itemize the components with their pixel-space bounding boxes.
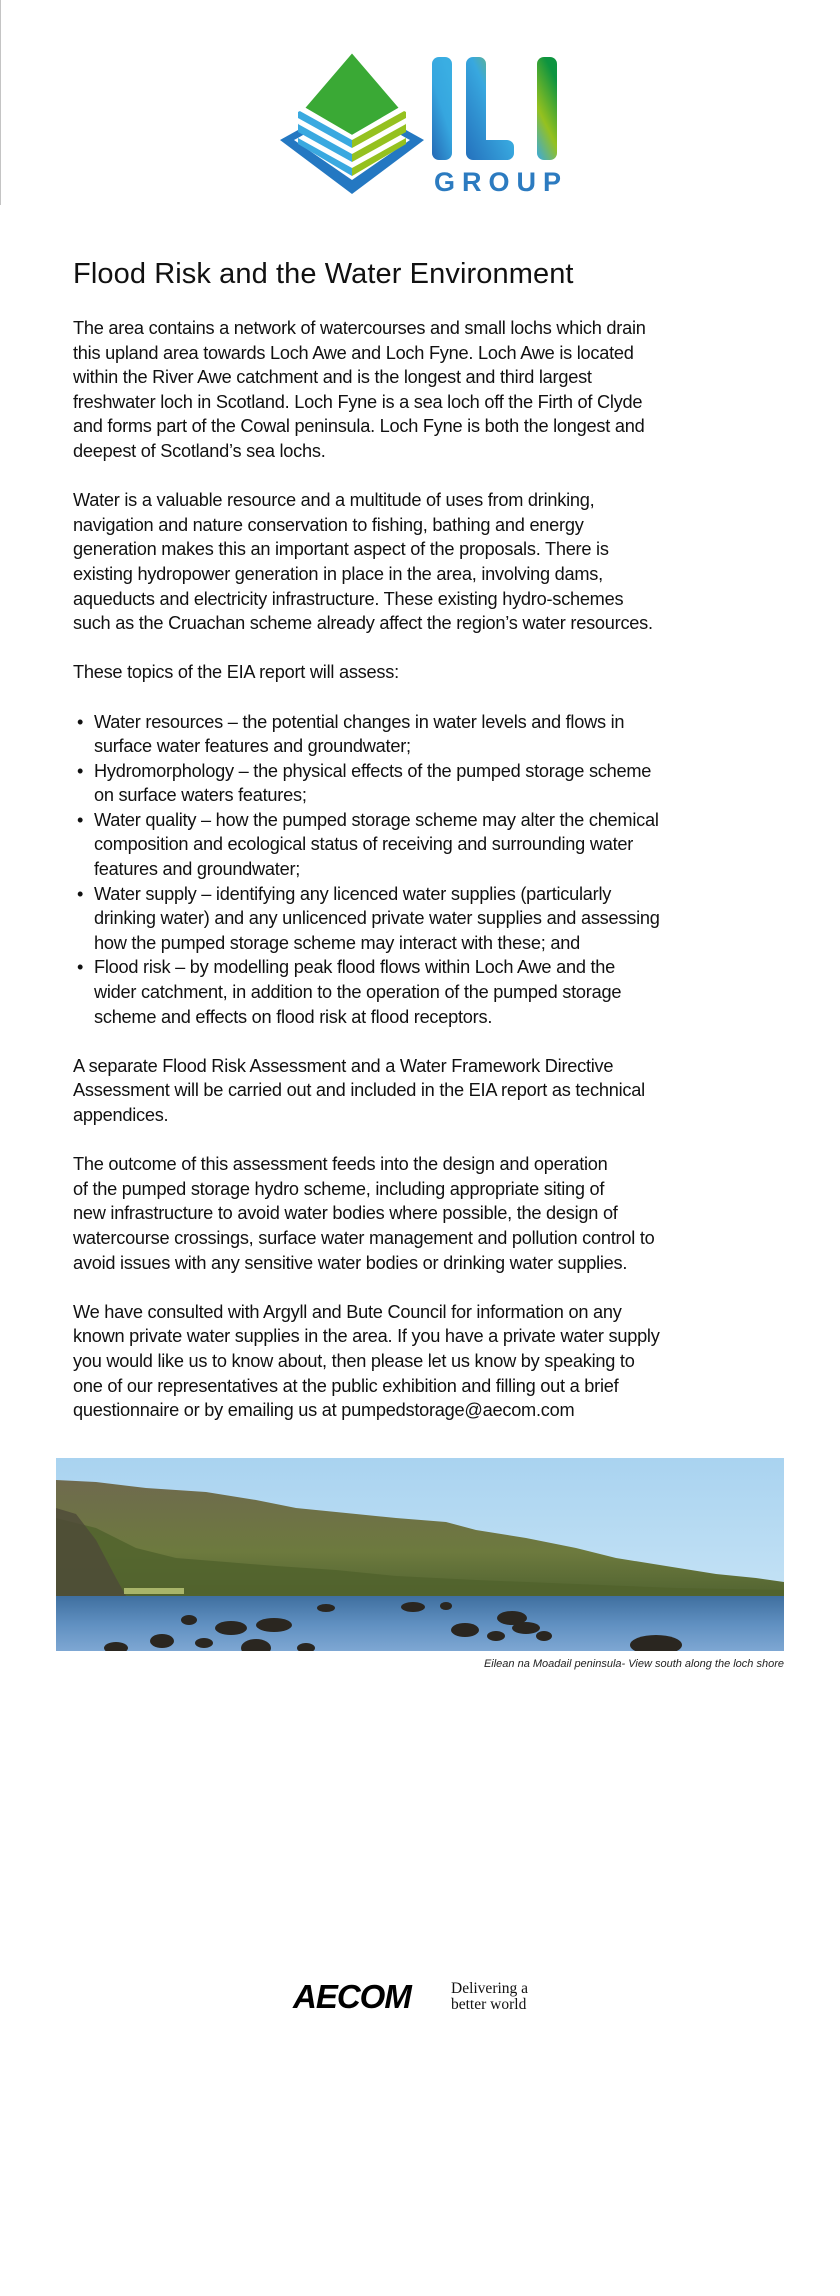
text-line: A separate Flood Risk Assessment and a Water Framework Directive (73, 1055, 614, 1076)
paragraph-outcome (73, 1152, 773, 1275)
text-line: on surface waters features; (94, 785, 307, 806)
text-line: The outcome of this assessment feeds into the design and operation (73, 1154, 608, 1175)
list-item-flood-risk (73, 955, 773, 1029)
text-line: Hydromorphology – the physical effects of the pumped storage scheme (94, 760, 652, 781)
text-line: We have consulted with Argyll and Bute Council for information on any (73, 1301, 622, 1322)
text-line: Water resources – the potential changes in water levels and flows in (94, 711, 625, 732)
list-item-hydromorphology (73, 759, 773, 808)
text-line: composition and ecological status of receiving and surrounding water (94, 834, 634, 855)
tagline-line-2: better world (451, 1996, 527, 2013)
text-line: surface water features and groundwater; (94, 736, 411, 757)
list-item-water-resources (73, 710, 773, 759)
text-line: of the pumped storage hydro scheme, including appropriate siting of (73, 1178, 605, 1199)
ili-logo-graphic (276, 48, 572, 198)
article-content (73, 256, 773, 1423)
text-line: questionnaire or by emailing us at pumpedstorage@aecom.com (73, 1400, 575, 1421)
text-line: Water is a valuable resource and a multitude of uses from drinking, (73, 490, 595, 511)
page-title: Flood Risk and the Water Environment (73, 258, 574, 290)
text-line: existing hydropower generation in place in the area, involving dams, (73, 563, 603, 584)
text-line: aqueducts and electricity infrastructure. These existing hydro-schemes (73, 588, 624, 609)
text-line: features and groundwater; (94, 859, 301, 880)
text-line: generation makes this an important aspect of the proposals. There is (73, 539, 609, 560)
photo-caption: Eilean na Moadail peninsula- View south along the loch shore (483, 1658, 784, 1670)
bullet-icon: • (77, 711, 84, 732)
text-line: Water quality – how the pumped storage scheme may alter the chemical (94, 809, 659, 830)
logo-subtitle: GROUP (434, 167, 569, 197)
landscape-image (56, 1458, 784, 1651)
text-line: wider catchment, in addition to the operation of the pumped storage (94, 982, 622, 1003)
list-item-water-quality (73, 808, 773, 882)
text-line: new infrastructure to avoid water bodies where possible, the design of (73, 1203, 618, 1224)
paragraph-separate-assessments (73, 1054, 773, 1128)
bullet-icon: • (77, 809, 84, 830)
ili-letters (432, 57, 557, 160)
bullet-icon: • (77, 760, 84, 781)
topics-list (73, 710, 773, 1030)
paragraph-topics-intro (73, 660, 773, 685)
bullet-icon: • (77, 883, 84, 904)
aecom-tagline (451, 1981, 528, 2013)
text-line: deepest of Scotland’s sea lochs. (73, 440, 326, 461)
text-line: appendices. (73, 1105, 169, 1125)
tagline-line-1: Delivering a (451, 1980, 529, 1997)
text-line: watercourse crossings, surface water management and pollution control to (73, 1227, 655, 1248)
text-line: this upland area towards Loch Awe and Loch Fyne. Loch Awe is located (73, 342, 634, 363)
text-line: avoid issues with any sensitive water bodies or drinking water supplies. (73, 1252, 628, 1273)
text-line: These topics of the EIA report will assess: (73, 662, 399, 683)
text-line: Water supply – identifying any licenced water supplies (particularly (94, 883, 612, 904)
paragraph-water-value (73, 488, 773, 636)
text-line: how the pumped storage scheme may interact with these; and (94, 932, 580, 953)
paragraph-intro (73, 316, 773, 464)
loch-shore-photo (56, 1458, 784, 1651)
list-item-water-supply (73, 882, 773, 956)
text-line: Assessment will be carried out and included in the EIA report as technical (73, 1080, 645, 1101)
text-line: freshwater loch in Scotland. Loch Fyne is a sea loch off the Firth of Clyde (73, 391, 643, 412)
text-line: you would like us to know about, then please let us know by speaking to (73, 1350, 635, 1371)
bullet-icon: • (77, 957, 84, 978)
text-line: navigation and nature conservation to fishing, bathing and energy (73, 514, 584, 535)
text-line: known private water supplies in the area. If you have a private water supply (73, 1326, 660, 1347)
paragraph-consultation (73, 1300, 773, 1423)
text-line: Flood risk – by modelling peak flood flows within Loch Awe and the (94, 957, 616, 978)
text-line: one of our representatives at the public exhibition and filling out a brief (73, 1375, 619, 1396)
aecom-wordmark: AECOM (293, 1978, 411, 2015)
text-line: scheme and effects on flood risk at flood receptors. (94, 1006, 493, 1027)
text-line: within the River Awe catchment and is the longest and third largest (73, 367, 592, 388)
ili-group-logo (276, 48, 572, 198)
layers-stack-icon (280, 52, 424, 194)
text-line: and forms part of the Cowal peninsula. Loch Fyne is both the longest and (73, 416, 645, 437)
aecom-logo (293, 1980, 563, 2014)
text-line: The area contains a network of watercourses and small lochs which drain (73, 318, 646, 338)
text-line: drinking water) and any unlicenced private water supplies and assessing (94, 908, 660, 929)
text-line: such as the Cruachan scheme already affect the region’s water resources. (73, 613, 653, 634)
page-edge-divider (0, 0, 1, 205)
